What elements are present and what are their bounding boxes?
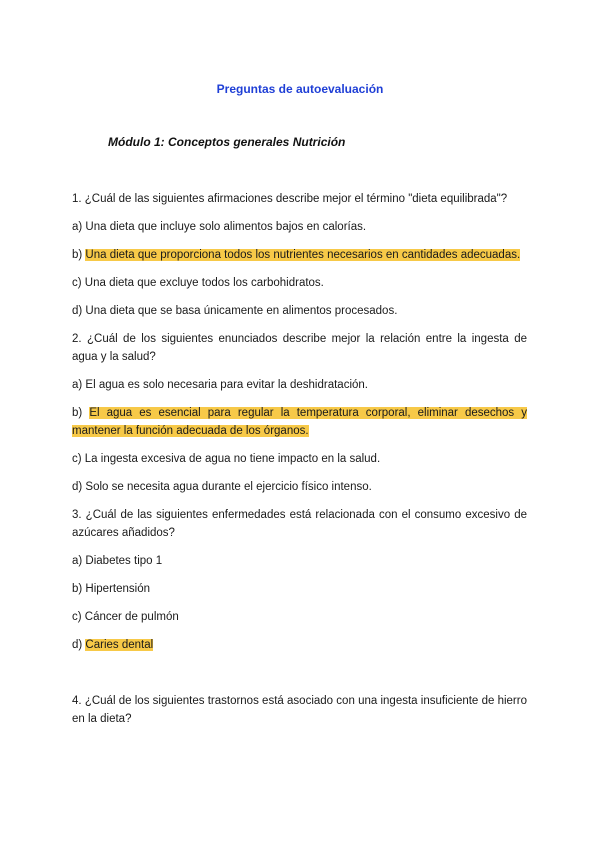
spacer: [72, 664, 527, 692]
question-3-stem: 3. ¿Cuál de las siguientes enfermedades está relacionada con el consumo excesivo de azúcares añadidos?: [72, 509, 527, 539]
question-4-stem: 4. ¿Cuál de los siguientes trastornos está asociado con una ingesta insuficiente de hierro en la dieta?: [72, 695, 527, 725]
document-title: Preguntas de autoevaluación: [216, 82, 384, 96]
answer-highlight: El agua es esencial para regular la temperatura corporal, eliminar desechos y mantener la función adecuada de los órganos.: [72, 407, 528, 437]
question-3-option-a: a) Diabetes tipo 1: [72, 555, 163, 567]
answer-highlight: Una dieta que proporciona todos los nutrientes necesarios en cantidades adecuadas.: [85, 249, 521, 261]
question-2-option-d: d) Solo se necesita agua durante el ejercicio físico intenso.: [72, 481, 372, 493]
question-2-option-a: a) El agua es solo necesaria para evitar la deshidratación.: [72, 379, 368, 391]
question-3-option-c: c) Cáncer de pulmón: [72, 611, 179, 623]
question-2-option-c: c) La ingesta excesiva de agua no tiene impacto en la salud.: [72, 453, 381, 465]
question-2-option-b: b) El agua es esencial para regular la temperatura corporal, eliminar desechos y mantener la función adecuada de los órganos.: [72, 407, 528, 437]
question-3-option-d: d) Caries dental: [72, 639, 154, 651]
question-list: [72, 190, 527, 738]
question-1-option-a: a) Una dieta que incluye solo alimentos bajos en calorías.: [72, 221, 367, 233]
question-1-option-c: c) Una dieta que excluye todos los carbohidratos.: [72, 277, 324, 289]
question-2-stem: 2. ¿Cuál de los siguientes enunciados describe mejor la relación entre la ingesta de agua y la salud?: [72, 333, 527, 363]
question-3-option-b: b) Hipertensión: [72, 583, 150, 595]
answer-highlight: Caries dental: [85, 639, 154, 651]
question-1-option-d: d) Una dieta que se basa únicamente en alimentos procesados.: [72, 305, 398, 317]
question-1-option-b: b) Una dieta que proporciona todos los nutrientes necesarios en cantidades adecuadas.: [72, 249, 521, 261]
question-1-stem: 1. ¿Cuál de las siguientes afirmaciones describe mejor el término "dieta equilibrada"?: [72, 193, 508, 205]
module-heading: Módulo 1: Conceptos generales Nutrición: [108, 135, 346, 149]
